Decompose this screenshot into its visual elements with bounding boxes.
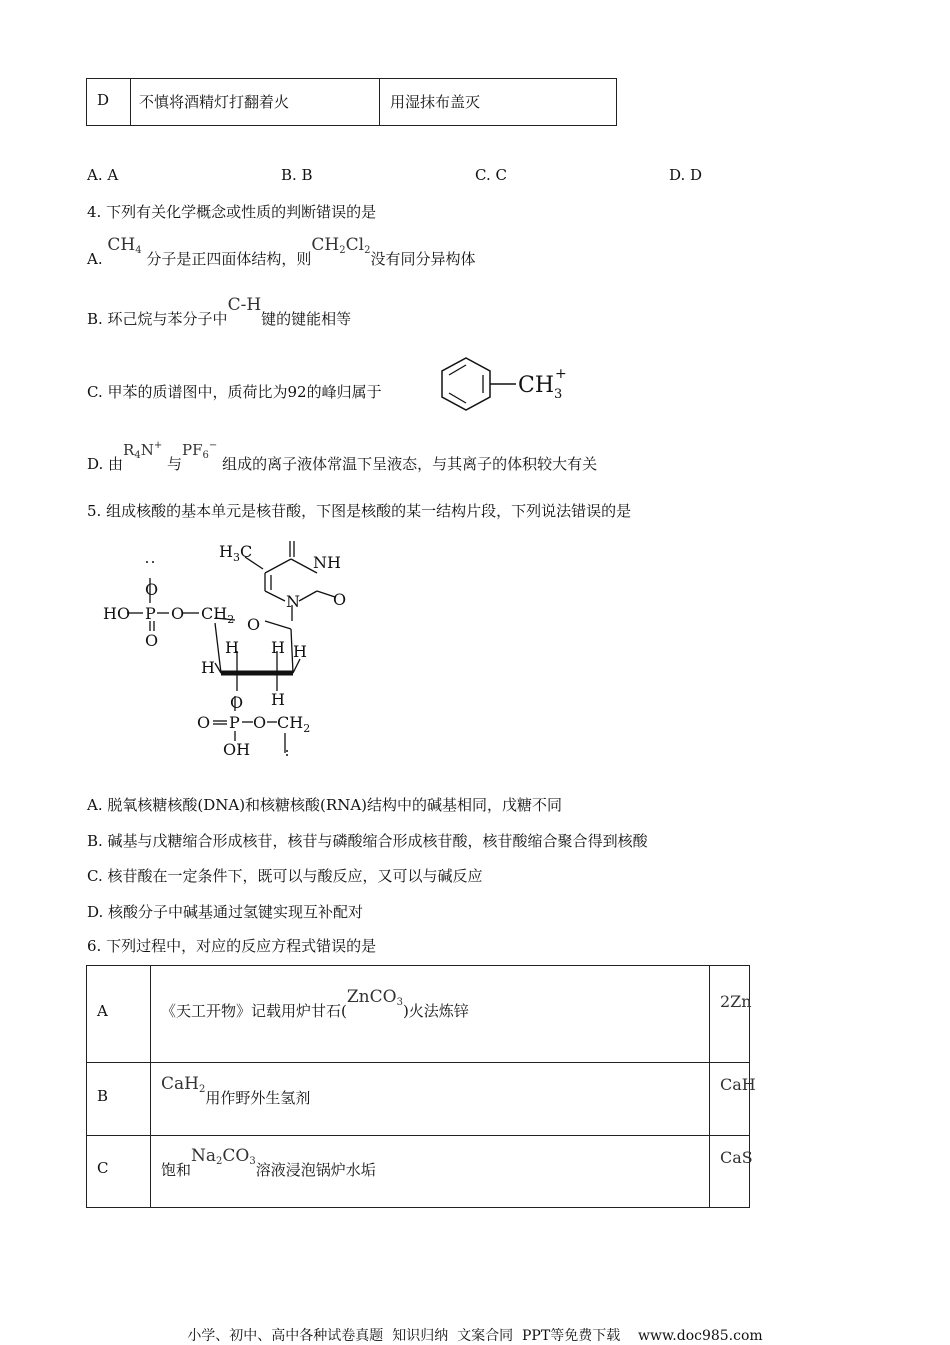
formula-ch4: $CH_4$ (107, 235, 142, 256)
formula-na2co3: $Na_2CO_3$ (191, 1146, 256, 1167)
mol-label: O (145, 580, 159, 599)
option-text: D. 由 (87, 455, 124, 473)
nucleotide-structure (95, 533, 365, 761)
formula-znco3: ZnCO$_3$ (346, 987, 403, 1008)
option-text: B. 环己烷与苯分子中 (87, 310, 228, 328)
mol-label: O (171, 604, 185, 623)
mol-label: O (333, 590, 347, 609)
q5-option-c[interactable]: C. 核苷酸在一定条件下，既可以与酸反应，又可以与碱反应 (87, 867, 483, 885)
formula-ch-bond: C-H (227, 295, 262, 315)
ch3-label: CH (518, 373, 555, 398)
q3-table (86, 78, 617, 126)
q4-stem: 4. 下列有关化学概念或性质的判断错误的是 (87, 203, 377, 221)
mol-label: O (197, 713, 211, 732)
mol-label: H (225, 638, 239, 657)
option-prefix: A. (87, 250, 108, 268)
q3-option-c[interactable]: C. C (475, 166, 507, 184)
mol-label: CH (201, 604, 228, 623)
formula-r4n-plus: $R_4N^+$ (123, 440, 163, 461)
formula-pf6-minus: $PF_6^-$ (182, 440, 218, 461)
row-situation: 不慎将酒精灯打翻着火 (131, 79, 380, 126)
table-row (87, 1136, 750, 1208)
mol-label: H (293, 642, 307, 661)
formula-cah2: CaH$_2$ (161, 1074, 206, 1095)
svg-text:H3C: $H_3C$ (219, 542, 253, 564)
q5-option-b[interactable]: B. 碱基与戊糖缩合形成核苷，核苷与磷酸缩合形成核苷酸，核苷酸缩合聚合得到核酸 (87, 832, 648, 850)
mol-label: OH (223, 740, 251, 759)
option-text: 组成的离子液体常温下呈液态，与其离子的体积较大有关 (222, 455, 598, 473)
q5-option-a[interactable]: A. 脱氧核糖核酸(DNA)和核糖核酸(RNA)结构中的碱基相同，戊糖不同 (87, 796, 563, 814)
toluene-cation-structure (430, 352, 580, 412)
row-equation: CaH (710, 1063, 750, 1136)
formula-ch2cl2: $CH_2Cl_2$ (311, 235, 371, 256)
mol-label: HO (103, 604, 131, 623)
mol-label: P (145, 604, 156, 623)
mol-label: O (253, 713, 267, 732)
mol-label: H (201, 658, 215, 677)
q5-stem: 5. 组成核酸的基本单元是核苷酸，下图是核酸的某一结构片段，下列说法错误的是 (87, 502, 632, 520)
row-action: 用湿抹布盖灭 (380, 79, 617, 126)
q4-option-c[interactable] (87, 381, 382, 402)
mol-label: H (271, 638, 285, 657)
option-text: 键的键能相等 (261, 310, 352, 328)
row-label: D (87, 79, 131, 126)
mol-label: H (271, 690, 285, 709)
table-row (87, 1063, 750, 1136)
row-label: C (87, 1136, 151, 1208)
table-row (87, 79, 617, 126)
charge-plus: + (555, 366, 567, 382)
row-equation: 2Zn (710, 966, 750, 1063)
q3-option-a[interactable]: A. A (87, 166, 119, 184)
row-process: 《天工开物》记载用炉甘石(ZnCO$_3$)火法炼锌 (151, 966, 710, 1063)
mol-label: O (247, 615, 261, 634)
svg-text:CH2: $CH_2$ (277, 713, 311, 735)
svg-text:CH3: $CH_3$ (518, 373, 563, 402)
row-label: A (87, 966, 151, 1063)
q6-stem: 6. 下列过程中，对应的反应方程式错误的是 (87, 937, 377, 955)
q4-option-d[interactable] (87, 440, 598, 475)
q3-option-b[interactable]: B. B (281, 166, 313, 184)
option-text: 没有同分异构体 (370, 250, 476, 268)
row-process: 饱和$Na_2CO_3$溶液浸泡锅炉水垢 (151, 1136, 710, 1208)
q4-option-a[interactable] (87, 235, 476, 270)
mol-label: NH (313, 553, 341, 572)
option-text: 与 (167, 455, 183, 473)
mol-label: CH (277, 713, 304, 732)
q4-option-b[interactable] (87, 295, 352, 329)
mol-label: N (286, 592, 300, 611)
mol-label: P (229, 713, 240, 732)
table-row (87, 966, 750, 1063)
mol-label: H (219, 542, 233, 561)
mol-label: O (230, 693, 244, 712)
page-footer: 小学、初中、高中各种试卷真题 知识归纳 文案合同 PPT等免费下载 www.doc985.com (187, 1328, 763, 1344)
row-equation: CaS (710, 1136, 750, 1208)
q3-option-d[interactable]: D. D (669, 166, 703, 184)
q6-table (86, 965, 756, 1208)
option-text: C. 甲苯的质谱图中，质荷比为92的峰归属于 (87, 383, 382, 401)
row-process: CaH$_2$用作野外生氢剂 (151, 1063, 710, 1136)
row-label: B (87, 1063, 151, 1136)
q5-option-d[interactable]: D. 核酸分子中碱基通过氢键实现互补配对 (87, 903, 364, 921)
mol-label: O (145, 631, 159, 650)
option-text: 分子是正四面体结构，则 (146, 250, 312, 268)
svg-text:CH2: $CH_2$ (201, 604, 235, 626)
